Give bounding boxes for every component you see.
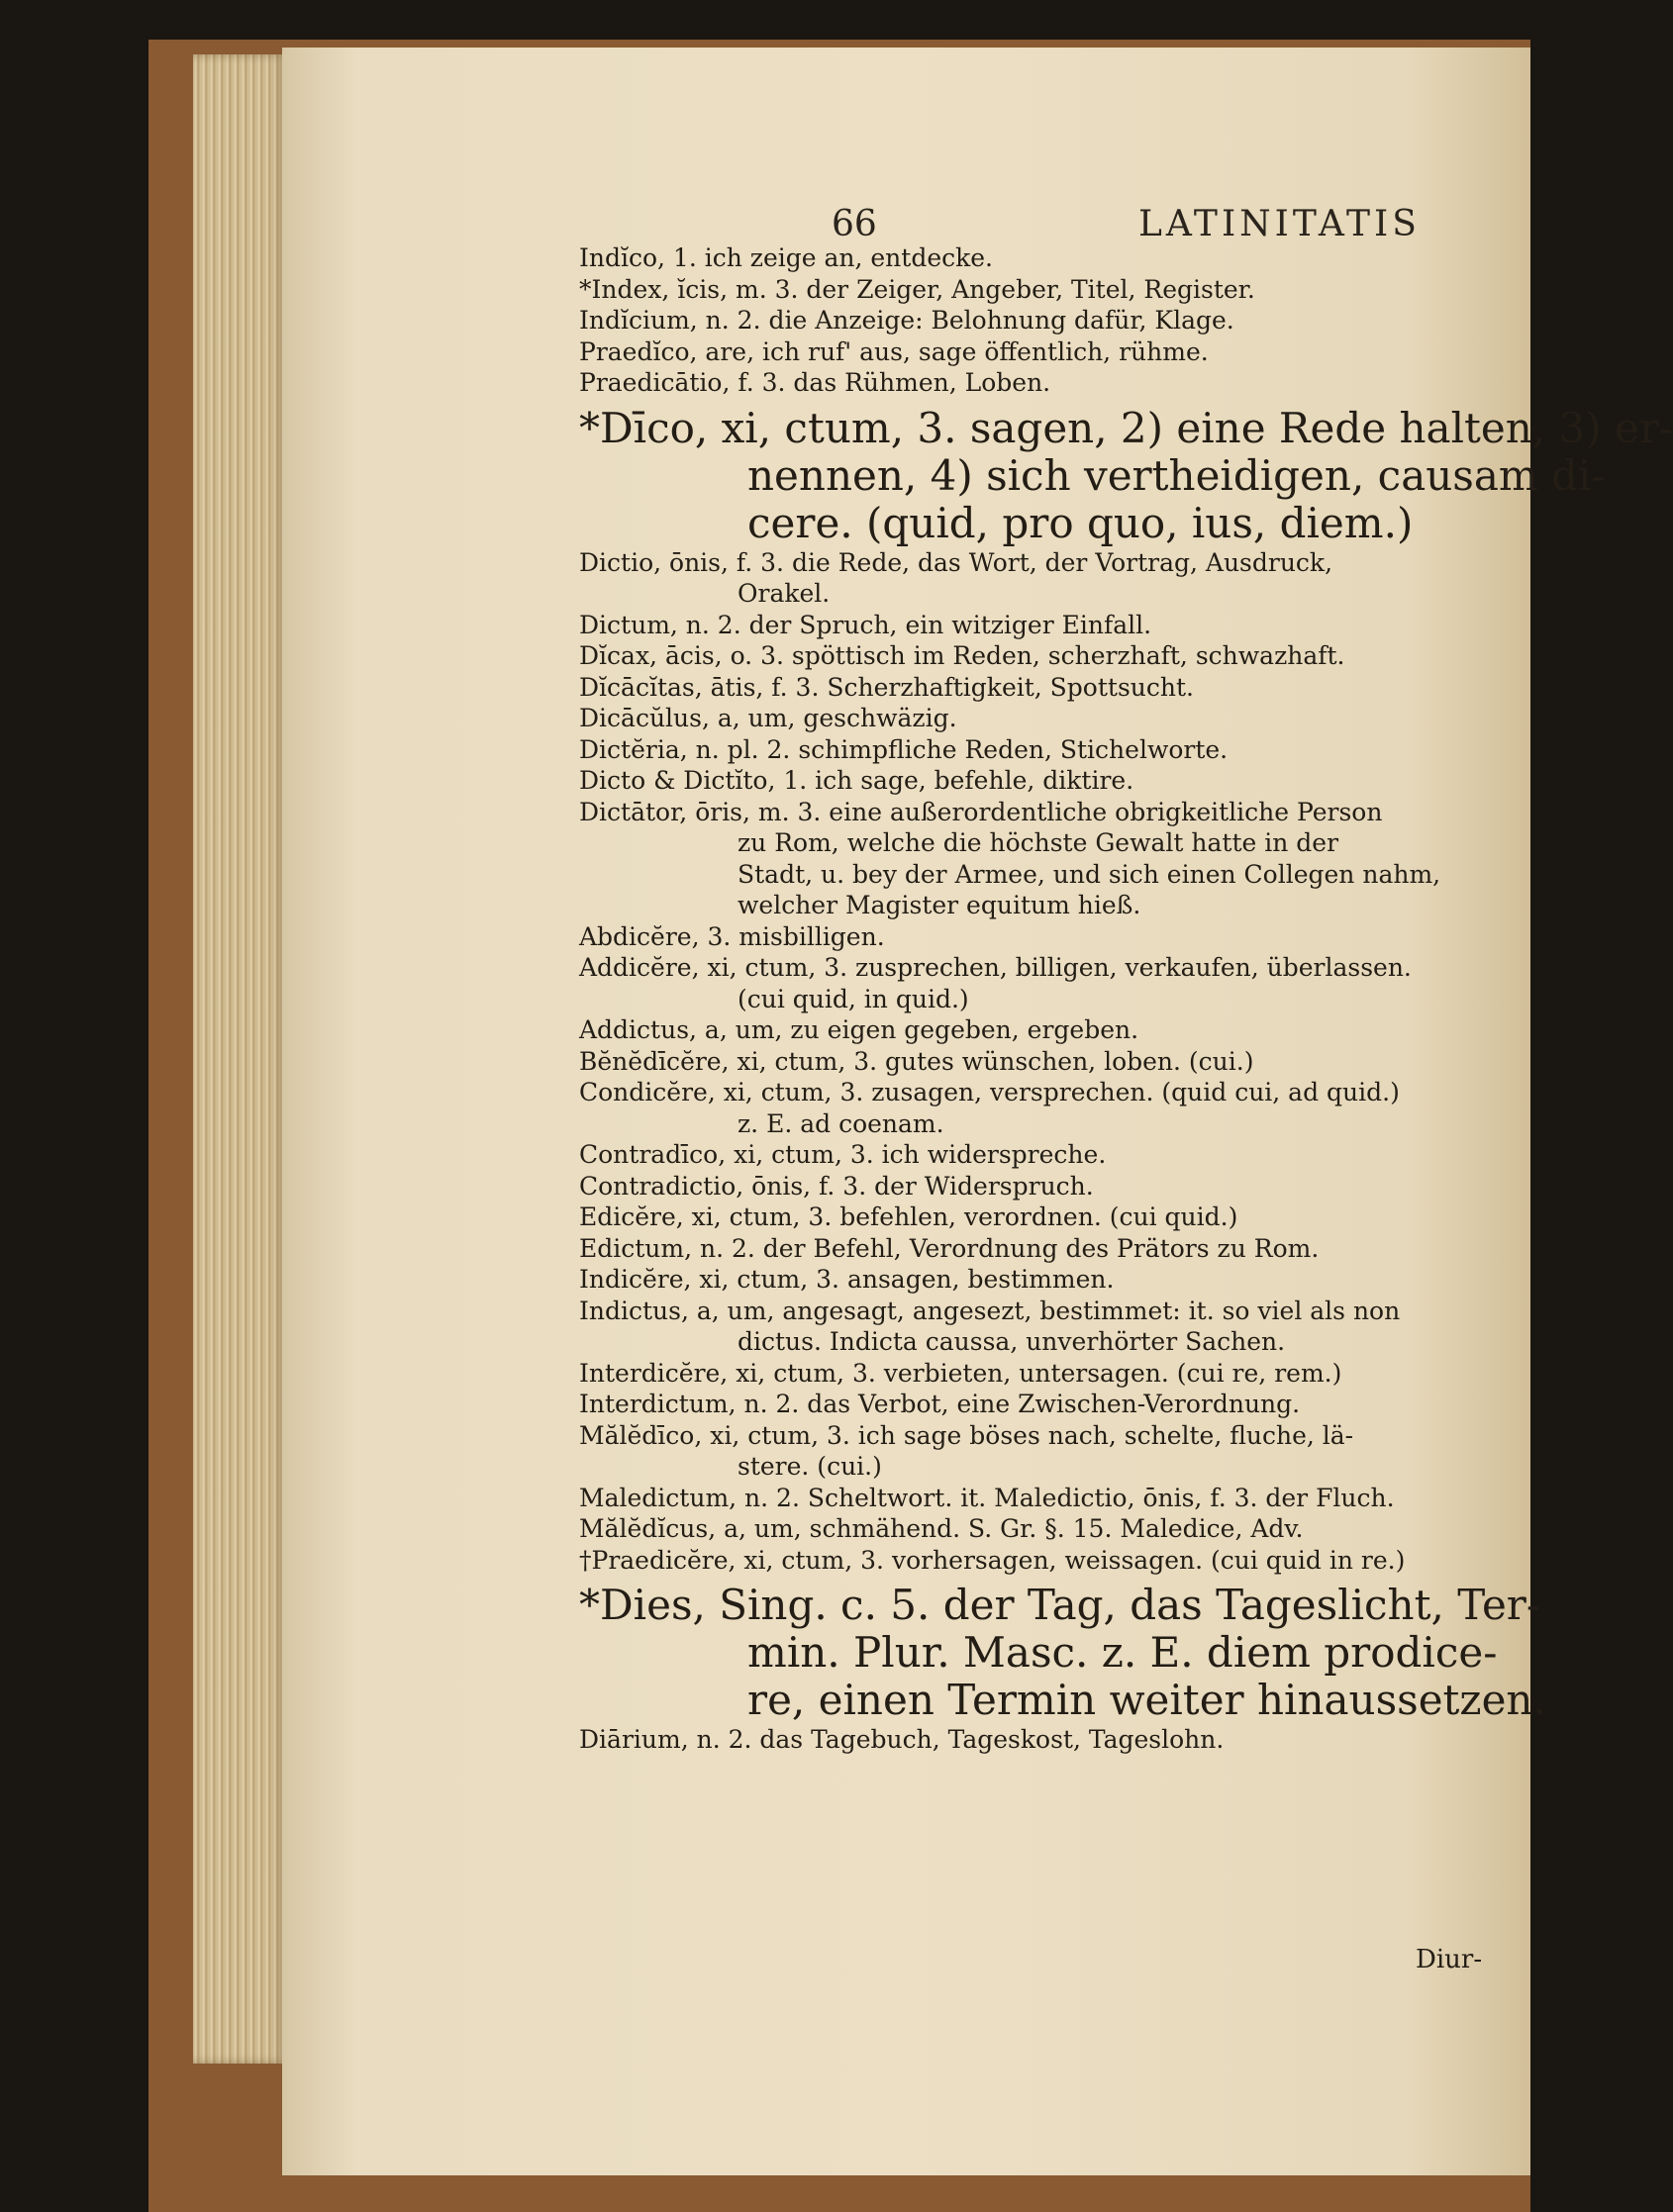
entry-line: Interdictum, n. 2. das Verbot, eine Zwischen-Verordnung. [579, 1390, 1301, 1418]
catchword: Diur- [1416, 1945, 1483, 1974]
entry-line: Dictum, n. 2. der Spruch, ein witziger Einfall. [579, 610, 1152, 639]
headword-line: *Dies, Sing. c. 5. der Tag, das Tageslicht, Ter- [579, 1581, 1541, 1629]
entry-line: z. E. ad coenam. [738, 1108, 944, 1138]
entry-line: Stadt, u. bey der Armee, und sich einen Collegen nahm, [738, 859, 1441, 889]
entry-line: Indĭcium, n. 2. die Anzeige: Belohnung dafür, Klage. [579, 306, 1234, 335]
entry-line: †Praedicĕre, xi, ctum, 3. vorhersagen, weissagen. (cui quid in re.) [579, 1545, 1406, 1575]
entry-line: Bĕnĕdīcĕre, xi, ctum, 3. gutes wünschen, loben. (cui.) [579, 1046, 1254, 1076]
entry-line: Praedĭco, are, ich ruf' aus, sage öffentlich, rühme. [579, 337, 1209, 366]
entry-line: Abdicĕre, 3. misbilligen. [579, 921, 885, 951]
dictionary-entries [579, 242, 1673, 1756]
entry-line: Indictus, a, um, angesagt, angesezt, bestimmet: it. so viel als non [579, 1296, 1401, 1325]
entry-line: Mălĕdīco, xi, ctum, 3. ich sage böses nach, schelte, fluche, lä- [579, 1420, 1354, 1450]
entry-line: Diārium, n. 2. das Tagebuch, Tageskost, Tageslohn. [579, 1725, 1225, 1754]
entry-line: Dictio, ōnis, f. 3. die Rede, das Wort, der Vortrag, Ausdruck, [579, 547, 1333, 577]
headword-line: nennen, 4) sich vertheidigen, causam di- [747, 450, 1606, 500]
headword-line: cere. (quid, pro quo, ius, diem.) [747, 498, 1414, 547]
entry-line: Indicĕre, xi, ctum, 3. ansagen, bestimmen. [579, 1265, 1115, 1294]
entry-line: Addictus, a, um, zu eigen gegeben, ergeben. [579, 1015, 1139, 1044]
entry-line: zu Rom, welche die höchste Gewalt hatte in der [738, 828, 1339, 857]
entry-line: Dicto & Dictĭto, 1. ich sage, befehle, diktire. [579, 766, 1134, 795]
entry-line: Addicĕre, xi, ctum, 3. zusprechen, billigen, verkaufen, überlassen. [579, 953, 1412, 982]
headword-line: *Dīco, xi, ctum, 3. sagen, 2) eine Rede halten, 3) er- [579, 403, 1673, 452]
entry-line: dictus. Indicta caussa, unverhörter Sachen. [738, 1327, 1286, 1356]
entry-line: Dĭcācĭtas, ātis, f. 3. Scherzhaftigkeit, Spottsucht. [579, 672, 1194, 702]
page-header: LATINITATIS [1138, 204, 1421, 244]
entry-line: Indĭco, 1. ich zeige an, entdecke. [579, 243, 994, 272]
entry-line: Dĭcax, ācis, o. 3. spöttisch im Reden, scherzhaft, schwazhaft. [579, 641, 1345, 670]
entry-line: Orakel. [738, 579, 831, 608]
headword-line: re, einen Termin weiter hinaussetzen. [747, 1676, 1546, 1724]
entry-line: *Index, ĭcis, m. 3. der Zeiger, Angeber, Titel, Register. [579, 274, 1255, 304]
entry-line: stere. (cui.) [738, 1452, 882, 1481]
entry-line: Maledictum, n. 2. Scheltwort. it. Maledictio, ōnis, f. 3. der Fluch. [579, 1483, 1395, 1512]
entry-line: Interdicĕre, xi, ctum, 3. verbieten, untersagen. (cui re, rem.) [579, 1358, 1342, 1388]
entry-line: Contradīco, xi, ctum, 3. ich widerspreche. [579, 1140, 1107, 1169]
entry-line: Edicĕre, xi, ctum, 3. befehlen, verordnen. (cui quid.) [579, 1202, 1238, 1231]
page-number: 66 [832, 204, 877, 244]
headword-line: min. Plur. Masc. z. E. diem prodice- [747, 1628, 1498, 1677]
entry-line: welcher Magister equitum hieß. [738, 891, 1141, 919]
page-edges [193, 54, 287, 2064]
entry-line: Contradictio, ōnis, f. 3. der Widerspruch. [579, 1171, 1094, 1201]
entry-line: Praedicātio, f. 3. das Rühmen, Loben. [579, 368, 1051, 397]
entry-line: Edictum, n. 2. der Befehl, Verordnung des Prätors zu Rom. [579, 1233, 1320, 1263]
entry-line: (cui quid, in quid.) [738, 984, 969, 1013]
entry-line: Dictātor, ōris, m. 3. eine außerordentliche obrigkeitliche Person [579, 797, 1383, 826]
entry-line: Dicācŭlus, a, um, geschwäzig. [579, 704, 957, 732]
entry-line: Condicĕre, xi, ctum, 3. zusagen, versprechen. (quid cui, ad quid.) [579, 1078, 1400, 1106]
entry-line: Dictĕria, n. pl. 2. schimpfliche Reden, Stichelworte. [579, 734, 1229, 764]
entry-line: Mălĕdĭcus, a, um, schmähend. S. Gr. §. 15. Maledice, Adv. [579, 1514, 1304, 1543]
